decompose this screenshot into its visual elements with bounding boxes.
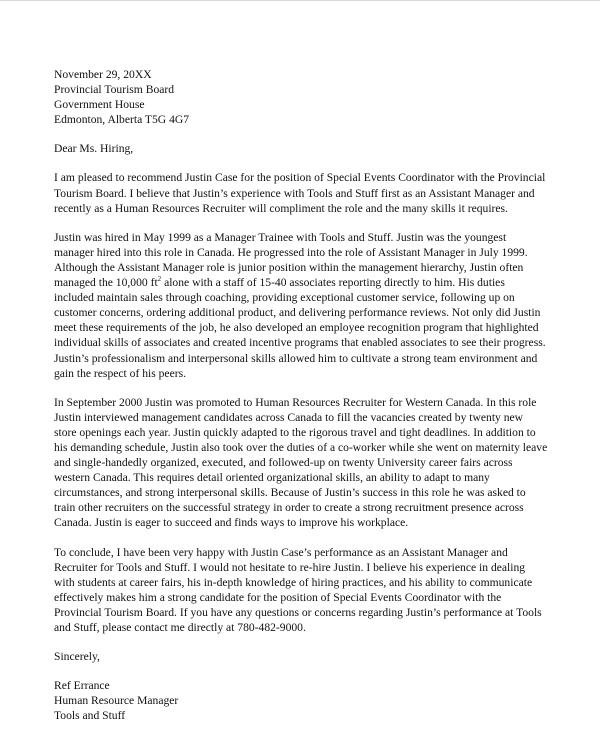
closing: Sincerely, [54, 650, 100, 664]
paragraph-line: Justin’s professionalism and interpersonal skills allowed him to cultivate a strong team environment and [54, 351, 538, 365]
spacer [54, 635, 554, 649]
spacer [54, 216, 554, 230]
paragraph-introduction [54, 170, 554, 215]
spacer [54, 531, 554, 545]
letter-date: November 29, 20XX [54, 68, 152, 81]
paragraph-line [54, 275, 554, 290]
paragraph-line: Justin interviewed management candidates across Canada to fill the vacancies created by twenty new [54, 410, 524, 424]
paragraph-line: Canada. Justin is eager to succeed and finds ways to improve his workplace. [54, 516, 409, 530]
paragraph-line: Recruiter for Tools and Stuff. I would not hesitate to re-hire Justin. I believe his experience in dealing [54, 560, 526, 574]
paragraph-line: meet these requirements of the job, he also developed an employee recognition program that highlighted [54, 321, 539, 335]
paragraph-line: train other recruiters on the successful strategy in order to create a strong recruitment presence across [54, 501, 524, 515]
paragraph-line: Although the Assistant Manager role is junior position within the management hierarchy, Justin often [54, 260, 524, 274]
spacer [54, 127, 554, 141]
paragraph-line: Provincial Tourism Board. If you have any questions or concerns regarding Justin’s performance at Tools [54, 605, 542, 619]
paragraph-line: To conclude, I have been very happy with Justin Case’s performance as an Assistant Manager and [54, 545, 508, 559]
paragraph-line: store openings each year. Justin quickly adapted to the rigorous travel and tight deadlines. In addition to [54, 425, 536, 439]
recommendation-letter [54, 67, 554, 723]
paragraph-line: I am pleased to recommend Justin Case for the position of Special Events Coordinator with the Provincial [54, 171, 546, 185]
spacer [54, 156, 554, 170]
paragraph-line: western Canada. This requires detail oriented organizational skills, an ability to adapt to many [54, 471, 490, 485]
paragraph-employment-history [54, 230, 554, 381]
paragraph-line: included maintain sales through coaching, providing exceptional customer service, following up on [54, 291, 515, 305]
spacer [54, 381, 554, 395]
paragraph-line: gain the respect of his peers. [54, 366, 186, 380]
paragraph-line: In September 2000 Justin was promoted to Human Resources Recruiter for Western Canada. In this role [54, 395, 537, 409]
sup-line-after: alone with a staff of 15-40 associates reporting directly to him. His duties [161, 276, 505, 290]
paragraph-line: effectively makes him a strong candidate for the position of Special Events Coordinator with the [54, 590, 502, 604]
recipient-city-line: Edmonton, Alberta T5G 4G7 [54, 113, 190, 127]
paragraph-recruiter-role [54, 395, 554, 531]
superscript-two: 2 [157, 275, 162, 284]
paragraph-line: recently as a Human Resources Recruiter will compliment the role and the many skills it requires. [54, 201, 508, 215]
sup-line-before: managed the 10,000 ft [54, 276, 158, 290]
recipient-building: Government House [54, 98, 145, 112]
signature-title: Human Resource Manager [54, 694, 179, 708]
paragraph-line: circumstances, and strong interpersonal skills. Because of Justin’s success in this role he was asked to [54, 486, 526, 500]
paragraph-line: individual skills of associates and created incentive programs that enabled associates to see their progress. [54, 336, 546, 350]
paragraph-line: customer concerns, ordering additional product, and delivering performance reviews. Not only did Justin [54, 306, 541, 320]
paragraph-conclusion [54, 545, 554, 636]
paragraph-line: Justin was hired in May 1999 as a Manager Trainee with Tools and Stuff. Justin was the youngest [54, 230, 507, 244]
signature-company: Tools and Stuff [54, 709, 126, 723]
spacer [54, 664, 554, 678]
salutation: Dear Ms. Hiring, [54, 142, 134, 156]
paragraph-line: and Stuff, please contact me directly at 780-482-9000. [54, 621, 306, 634]
paragraph-line: with students at career fairs, his in-depth knowledge of hiring practices, and his ability to communicate [54, 575, 533, 589]
paragraph-line: Tourism Board. I believe that Justin’s experience with Tools and Stuff first as an Assistant Manager and [54, 186, 535, 200]
recipient-organization: Provincial Tourism Board [54, 83, 175, 97]
signature-name: Ref Errance [54, 679, 110, 693]
paragraph-line: and single-handedly organized, executed, and followed-up on twenty University career fairs across [54, 456, 513, 470]
paragraph-line: manager hired into this role in Canada. He progressed into the role of Assistant Manager in July 1999. [54, 245, 528, 259]
paragraph-line: his demanding schedule, Justin also took over the duties of a co-worker while she went on maternity leave [54, 440, 548, 454]
